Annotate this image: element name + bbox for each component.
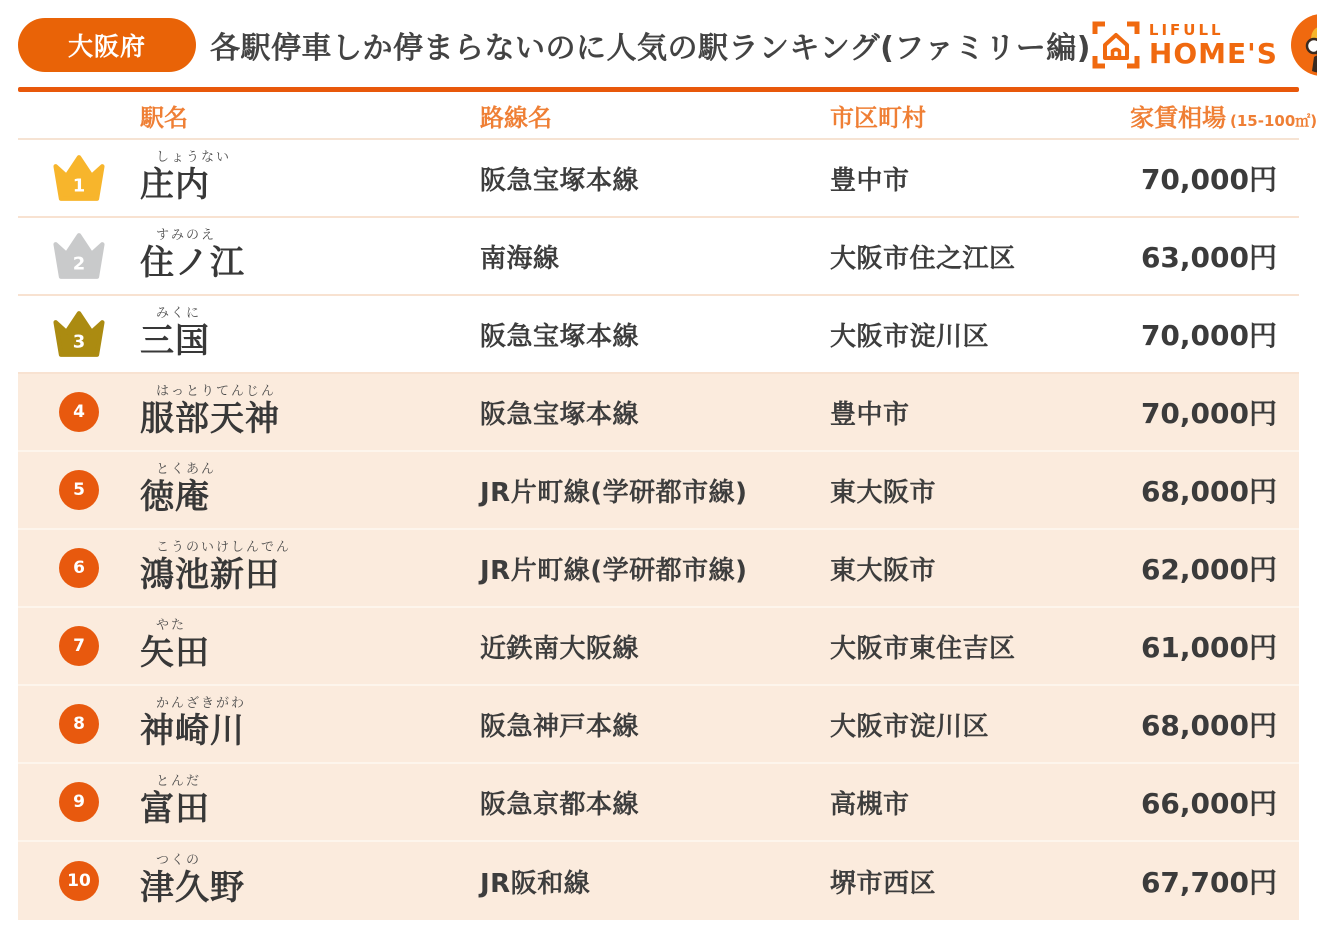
ranking-table — [18, 92, 1317, 920]
station-furigana: みくに — [156, 306, 202, 322]
line-name: 阪急宝塚本線 — [480, 165, 640, 196]
municipality: 豊中市 — [830, 165, 910, 196]
station-furigana: とくあん — [156, 462, 217, 478]
station-furigana: はっとりてんじん — [156, 384, 277, 400]
line-name: 阪急神戸本線 — [480, 711, 640, 742]
station-cell — [140, 151, 480, 205]
table-row — [18, 374, 1299, 452]
municipality: 大阪市住之江区 — [830, 243, 1016, 274]
silver-crown-icon — [50, 230, 108, 282]
station-cell — [140, 619, 480, 673]
rent-value: 68,000円 — [1140, 475, 1277, 508]
rank-cell — [18, 704, 140, 744]
bronze-crown-icon — [50, 308, 108, 360]
table-row — [18, 296, 1299, 374]
table-row — [18, 452, 1299, 530]
logo-lifull-label: LIFULL — [1148, 20, 1224, 39]
station-cell — [140, 463, 480, 517]
station-cell — [140, 775, 480, 829]
station-furigana: こうのいけしんでん — [156, 540, 292, 556]
rank-cell — [18, 470, 140, 510]
rent-header-label: 家賃相場 — [1130, 103, 1226, 132]
municipality: 大阪市淀川区 — [830, 321, 990, 352]
column-header-line: 路線名 — [480, 103, 552, 132]
line-name: JR片町線(学研都市線) — [480, 477, 748, 508]
svg-text:1: 1 — [72, 175, 86, 197]
rank-number-badge: 10 — [59, 861, 99, 901]
table-row — [18, 842, 1299, 920]
rent-value: 61,000円 — [1140, 631, 1277, 664]
station-name: 鴻池新田 — [140, 555, 280, 596]
municipality: 堺市西区 — [830, 868, 937, 899]
line-name: JR片町線(学研都市線) — [480, 555, 748, 586]
rank-number-badge: 6 — [59, 548, 99, 588]
rank-cell — [18, 626, 140, 666]
municipality: 高槻市 — [830, 789, 910, 820]
municipality: 大阪市淀川区 — [830, 711, 990, 742]
station-name: 庄内 — [140, 165, 210, 206]
station-name: 津久野 — [140, 868, 245, 909]
line-name: JR阪和線 — [480, 868, 591, 899]
municipality: 豊中市 — [830, 399, 910, 430]
station-furigana: すみのえ — [156, 228, 217, 244]
gold-crown-icon — [50, 152, 108, 204]
logo-homes-label: HOME'S — [1148, 36, 1278, 70]
station-cell — [140, 385, 480, 439]
rank-number-badge: 4 — [59, 392, 99, 432]
station-furigana: とんだ — [156, 774, 202, 790]
rent-value: 62,000円 — [1140, 553, 1277, 586]
rank-cell — [18, 548, 140, 588]
station-name: 住ノ江 — [140, 243, 245, 284]
logo-text — [1148, 20, 1278, 70]
station-furigana: しょうない — [156, 150, 232, 166]
rank-cell — [18, 782, 140, 822]
municipality: 東大阪市 — [830, 555, 937, 586]
table-row — [18, 218, 1299, 296]
lifull-homes-logo — [1091, 20, 1278, 70]
station-cell — [140, 229, 480, 283]
rent-size-note: (15-100㎡) — [1230, 111, 1317, 130]
table-row — [18, 530, 1299, 608]
table-row — [18, 608, 1299, 686]
svg-text:3: 3 — [72, 331, 86, 353]
rent-value: 70,000円 — [1140, 397, 1277, 430]
station-name: 徳庵 — [140, 477, 210, 518]
rank-cell — [18, 392, 140, 432]
rent-value: 66,000円 — [1140, 787, 1277, 820]
station-name: 神崎川 — [140, 711, 245, 752]
line-name: 近鉄南大阪線 — [480, 633, 640, 664]
municipality: 東大阪市 — [830, 477, 937, 508]
table-row — [18, 140, 1299, 218]
station-name: 三国 — [140, 321, 210, 362]
table-header-row — [18, 92, 1317, 140]
line-name: 阪急京都本線 — [480, 789, 640, 820]
line-name: 阪急宝塚本線 — [480, 399, 640, 430]
station-cell — [140, 307, 480, 361]
station-furigana: やた — [156, 618, 187, 634]
rank-cell — [18, 230, 140, 282]
rank-number-badge: 5 — [59, 470, 99, 510]
rank-number-badge: 8 — [59, 704, 99, 744]
station-name: 服部天神 — [140, 399, 280, 440]
prefecture-badge: 大阪府 — [18, 18, 196, 72]
rent-value: 70,000円 — [1140, 163, 1277, 196]
rank-cell — [18, 152, 140, 204]
header — [18, 16, 1299, 74]
table-row — [18, 764, 1299, 842]
rank-number-badge: 7 — [59, 626, 99, 666]
column-header-city: 市区町村 — [830, 103, 926, 132]
column-header-station: 駅名 — [140, 103, 188, 132]
line-name: 南海線 — [480, 243, 560, 274]
rent-value: 63,000円 — [1140, 241, 1277, 274]
rank-cell — [18, 308, 140, 360]
station-cell — [140, 697, 480, 751]
municipality: 大阪市東住吉区 — [830, 633, 1016, 664]
station-name: 富田 — [140, 789, 210, 830]
station-cell — [140, 541, 480, 595]
rent-value: 67,700円 — [1140, 866, 1277, 899]
station-name: 矢田 — [140, 633, 210, 674]
rent-value: 70,000円 — [1140, 319, 1277, 352]
homes-kun-mascot-icon — [1290, 13, 1317, 77]
station-furigana: かんざきがわ — [156, 696, 247, 712]
rank-cell — [18, 861, 140, 901]
rank-number-badge: 9 — [59, 782, 99, 822]
table-row — [18, 686, 1299, 764]
page-title: 各駅停車しか停まらないのに人気の駅ランキング(ファミリー編) — [210, 31, 1091, 66]
homes-house-icon — [1091, 20, 1141, 70]
column-header-rent — [1130, 98, 1317, 133]
line-name: 阪急宝塚本線 — [480, 321, 640, 352]
station-cell — [140, 854, 480, 908]
svg-text:2: 2 — [72, 253, 86, 275]
station-furigana: つくの — [156, 853, 202, 869]
rent-value: 68,000円 — [1140, 709, 1277, 742]
